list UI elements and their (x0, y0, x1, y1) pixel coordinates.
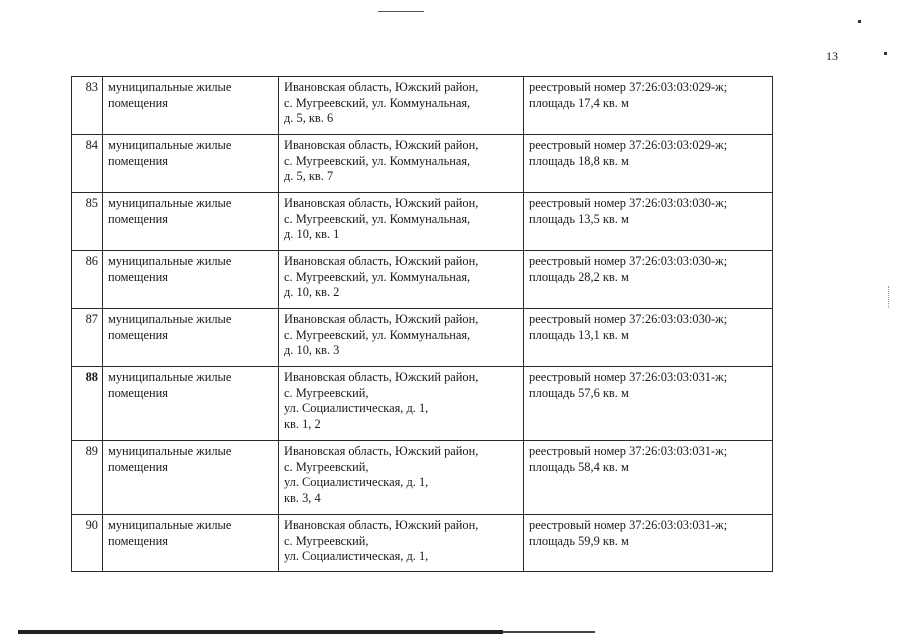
property-type (103, 515, 279, 572)
address-line: с. Мугреевский, ул. Коммунальная, (284, 327, 471, 342)
type-line: муниципальные жилые (108, 370, 232, 384)
type-line: помещения (108, 211, 168, 226)
type-line: помещения (108, 153, 168, 168)
property-area: площадь 17,4 кв. м (529, 95, 629, 110)
table-row (72, 77, 773, 135)
address-line: д. 5, кв. 6 (284, 111, 334, 125)
type-line: муниципальные жилые (108, 518, 232, 532)
property-type (103, 135, 279, 193)
address-line: д. 5, кв. 7 (284, 169, 334, 183)
row-number: 88 (72, 367, 103, 441)
property-address (279, 515, 524, 572)
property-address (279, 193, 524, 251)
address-line: д. 10, кв. 2 (284, 285, 340, 299)
property-area: площадь 18,8 кв. м (529, 153, 629, 168)
table-row (72, 251, 773, 309)
table-row (72, 193, 773, 251)
type-line: помещения (108, 459, 168, 474)
property-address (279, 135, 524, 193)
table-row (72, 441, 773, 515)
registry-number: реестровый номер 37:26:03:03:029-ж; (529, 80, 728, 94)
property-info (524, 135, 773, 193)
property-info (524, 441, 773, 515)
property-info (524, 367, 773, 441)
type-line: помещения (108, 327, 168, 342)
address-line: с. Мугреевский, (284, 533, 369, 548)
address-line: д. 10, кв. 3 (284, 343, 340, 357)
property-address (279, 367, 524, 441)
address-line: с. Мугреевский, (284, 459, 369, 474)
address-line: с. Мугреевский, (284, 385, 369, 400)
row-number: 83 (72, 77, 103, 135)
table-row (72, 309, 773, 367)
type-line: помещения (108, 385, 168, 400)
registry-number: реестровый номер 37:26:03:03:030-ж; (529, 196, 728, 210)
address-line: кв. 1, 2 (284, 416, 321, 431)
address-line: с. Мугреевский, ул. Коммунальная, (284, 211, 471, 226)
address-line: Ивановская область, Южский район, (284, 518, 479, 532)
address-line: с. Мугреевский, ул. Коммунальная, (284, 269, 471, 284)
property-type (103, 309, 279, 367)
top-rule-divider (378, 11, 424, 12)
type-line: помещения (108, 533, 168, 548)
type-line: помещения (108, 95, 168, 110)
property-area: площадь 58,4 кв. м (529, 459, 629, 474)
address-line: ул. Социалистическая, д. 1, (284, 401, 429, 415)
registry-number: реестровый номер 37:26:03:03:029-ж; (529, 138, 728, 152)
table-row (72, 515, 773, 572)
address-line: Ивановская область, Южский район, (284, 444, 479, 458)
property-address (279, 77, 524, 135)
property-address (279, 309, 524, 367)
type-line: муниципальные жилые (108, 444, 232, 458)
scan-bottom-edge (18, 630, 503, 634)
row-number: 90 (72, 515, 103, 572)
address-line: ул. Социалистическая, д. 1, (284, 475, 429, 489)
scan-bottom-edge (503, 631, 595, 633)
scan-side-mark (888, 286, 891, 308)
scan-speck (858, 20, 861, 23)
table-row (72, 367, 773, 441)
type-line: муниципальные жилые (108, 196, 232, 210)
property-type (103, 77, 279, 135)
address-line: Ивановская область, Южский район, (284, 312, 479, 326)
registry-number: реестровый номер 37:26:03:03:031-ж; (529, 518, 728, 532)
property-info (524, 309, 773, 367)
registry-number: реестровый номер 37:26:03:03:031-ж; (529, 444, 728, 458)
address-line: Ивановская область, Южский район, (284, 370, 479, 384)
property-type (103, 251, 279, 309)
row-number: 84 (72, 135, 103, 193)
page-number: 13 (826, 49, 838, 63)
property-area: площадь 13,5 кв. м (529, 211, 629, 226)
row-number: 89 (72, 441, 103, 515)
property-type (103, 367, 279, 441)
registry-number: реестровый номер 37:26:03:03:030-ж; (529, 312, 728, 326)
row-number: 86 (72, 251, 103, 309)
address-line: Ивановская область, Южский район, (284, 138, 479, 152)
property-area: площадь 13,1 кв. м (529, 327, 629, 342)
property-type (103, 193, 279, 251)
type-line: муниципальные жилые (108, 312, 232, 326)
property-type (103, 441, 279, 515)
address-line: Ивановская область, Южский район, (284, 254, 479, 268)
property-area: площадь 57,6 кв. м (529, 385, 629, 400)
registry-number: реестровый номер 37:26:03:03:030-ж; (529, 254, 728, 268)
type-line: муниципальные жилые (108, 80, 232, 94)
address-line: д. 10, кв. 1 (284, 227, 340, 241)
address-line: ул. Социалистическая, д. 1, (284, 549, 429, 563)
type-line: муниципальные жилые (108, 138, 232, 152)
property-info (524, 515, 773, 572)
row-number: 87 (72, 309, 103, 367)
property-address (279, 441, 524, 515)
table-row (72, 135, 773, 193)
property-area: площадь 59,9 кв. м (529, 533, 629, 548)
scan-speck (884, 52, 887, 55)
type-line: помещения (108, 269, 168, 284)
row-number: 85 (72, 193, 103, 251)
property-info (524, 251, 773, 309)
address-line: Ивановская область, Южский район, (284, 196, 479, 210)
property-info (524, 193, 773, 251)
property-registry-table (71, 76, 773, 572)
property-address (279, 251, 524, 309)
registry-number: реестровый номер 37:26:03:03:031-ж; (529, 370, 728, 384)
property-info (524, 77, 773, 135)
property-area: площадь 28,2 кв. м (529, 269, 629, 284)
address-line: кв. 3, 4 (284, 490, 321, 505)
address-line: Ивановская область, Южский район, (284, 80, 479, 94)
address-line: с. Мугреевский, ул. Коммунальная, (284, 153, 471, 168)
address-line: с. Мугреевский, ул. Коммунальная, (284, 95, 471, 110)
type-line: муниципальные жилые (108, 254, 232, 268)
